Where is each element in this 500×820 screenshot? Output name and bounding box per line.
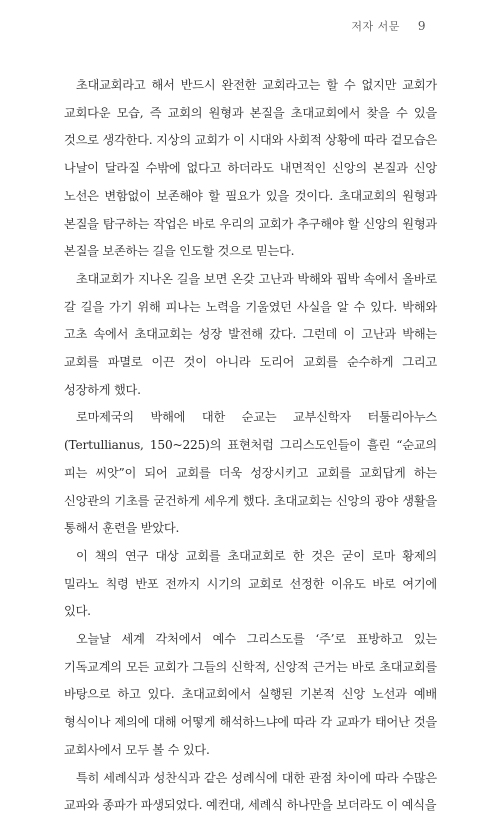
paragraph: 이 책의 연구 대상 교회를 초대교회로 한 것은 굳이 로마 황제의 밀라노 칙령 반포 전까지 시기의 교회로 선정한 이유도 바로 여기에 있다.: [64, 548, 437, 619]
section-title: 저자 서문: [351, 20, 400, 33]
paragraph: 초대교회가 지나온 길을 보면 온갖 고난과 박해와 핍박 속에서 올바로 갈 길을 가기 위해 피나는 노력을 기울였던 사실을 알 수 있다. 박해와 고초 속에서 초대교회는 성장 발전해 갔다. 그런데 이 고난과 박해는 교회를 파멸로 이끈 것이 아니라 도리어 교회를 순수하게 그리고 성장하게 했다.: [64, 271, 437, 397]
paragraph: 오늘날 세계 각처에서 예수 그리스도를 ‘주’로 표방하고 있는 기독교계의 모든 교회가 그들의 신학적, 신앙적 근거는 바로 초대교회를 바탕으로 하고 있다. 초대교회에서 실행된 기본적 신앙 노선과 예배 형식이나 제의에 대해 어떻게 해석하느냐에 따라 각 교파가 태어난 것을 교회사에서 모두 볼 수 있다.: [64, 632, 437, 757]
page-number: 9: [417, 19, 426, 33]
paragraph: 로마제국의 박해에 대한 순교는 교부신학자 터툴리아누스(Tertullianus, 150~225)의 표현처럼 그리스도인들이 흘린 “순교의 피는 씨앗”이 되어 교회를 더욱 성장시키고 교회를 교회답게 하는 신앙관의 기초를 굳건하게 세우게 했다. 초대교회는 신앙의 광야 생활을 통해서 훈련을 받았다.: [64, 410, 437, 536]
body-text: [64, 72, 437, 820]
paragraph: 특히 세례식과 성찬식과 같은 성례식에 대한 관점 차이에 따라 수많은 교파와 종파가 파생되었다. 예컨대, 세례식 하나만을 보더라도 이 예식을: [64, 770, 437, 813]
running-header: [351, 18, 426, 34]
paragraph: 초대교회라고 해서 반드시 완전한 교회라고는 할 수 없지만 교회가 교회다운 모습, 즉 교회의 원형과 본질을 초대교회에서 찾을 수 있을 것으로 생각한다. 지상의 교회가 이 시대와 사회적 상황에 따라 겉모습은 나날이 달라질 수밖에 없다고 하더라도 내면적인 신앙의 본질과 신앙 노선은 변함없이 보존해야 할 필요가 있을 것이다. 초대교회의 원형과 본질을 탐구하는 작업은 바로 우리의 교회가 추구해야 할 신앙의 원형과 본질을 보존하는 길을 인도할 것으로 믿는다.: [64, 78, 437, 259]
